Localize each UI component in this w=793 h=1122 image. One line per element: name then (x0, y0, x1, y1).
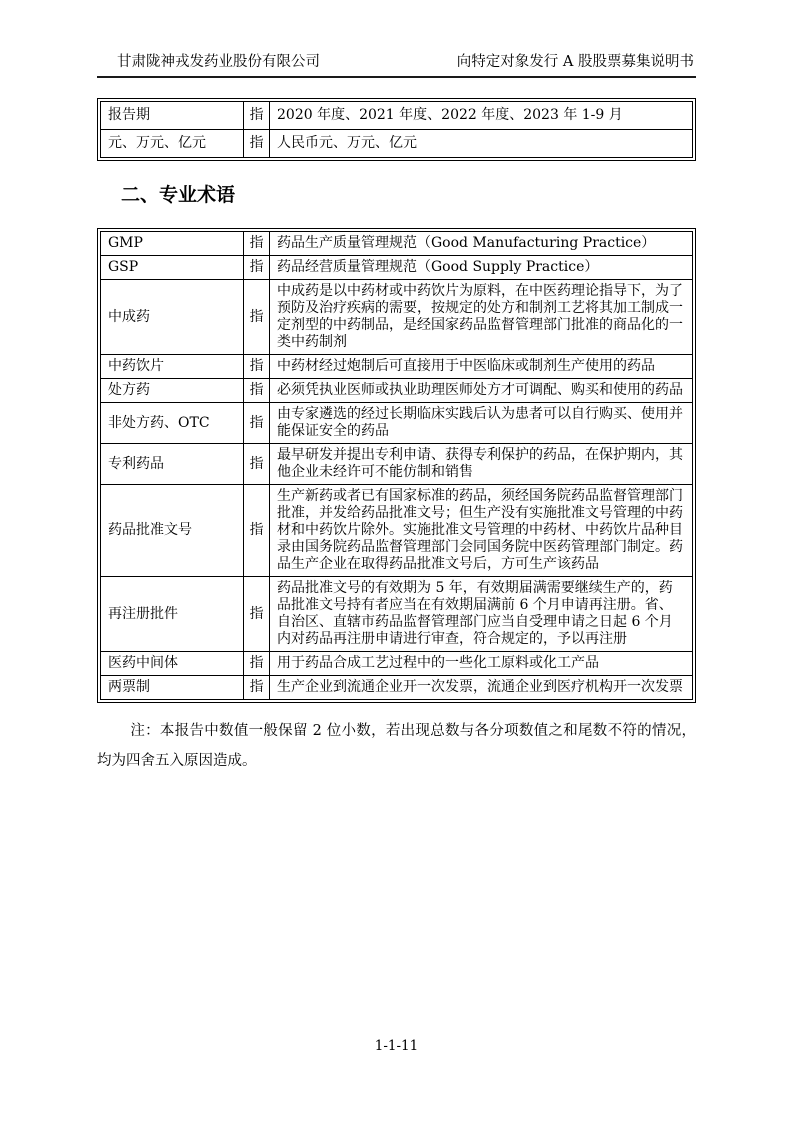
refers-to-cell: 指 (244, 444, 270, 485)
definition-row (101, 130, 692, 157)
term-cell: 处方药 (101, 379, 244, 403)
refers-to-cell: 指 (244, 130, 270, 157)
refers-to-cell: 指 (244, 355, 270, 379)
term-cell: GSP (101, 256, 244, 280)
definition-cell: 生产企业到流通企业开一次发票，流通企业到医疗机构开一次发票 (277, 679, 683, 695)
term-definition-row (101, 403, 692, 444)
definition-cell: 用于药品合成工艺过程中的一些化工原料或化工产品 (270, 652, 692, 676)
rounding-note: 注：本报告中数值一般保留 2 位小数，若出现总数与各分项数值之和尾数不符的情况，均为四舍五入原因造成。 (97, 723, 696, 769)
definition-cell: 中药材经过炮制后可直接用于中医临床或制剂生产使用的药品 (270, 355, 692, 379)
term-definition-row (101, 652, 692, 676)
term-definition-row (101, 676, 692, 699)
refers-to-cell: 指 (244, 232, 270, 256)
professional-terms-table (97, 228, 696, 703)
term-definition-row (101, 444, 692, 485)
term-definition-row (101, 232, 692, 256)
definition-cell: 2020 年度、2021 年度、2022 年度、2023 年 1-9 月 (270, 102, 692, 130)
header-document-title: 向特定对象发行 A 股股票募集说明书 (456, 54, 694, 70)
definition-cell: 药品批准文号的有效期为 5 年，有效期届满需要继续生产的，药品批准文号持有者应当在有效期届满前 6 个月申请再注册。省、自治区、直辖市药品监督管理部门应当自受理申请之日起 6 个月内对药品再注册申请进行审查，符合规定的，予以再注册 (270, 577, 692, 652)
term-definition-row (101, 355, 692, 379)
header-company-name: 甘肃陇神戎发药业股份有限公司 (117, 54, 320, 70)
term-definition-row (101, 280, 692, 355)
definition-row (101, 102, 692, 130)
refers-to-cell: 指 (244, 577, 270, 652)
term-cell: 专利药品 (101, 444, 244, 485)
term-cell: 报告期 (101, 102, 244, 130)
section-heading: 二、专业术语 (121, 184, 236, 206)
term-cell: 元、万元、亿元 (101, 130, 244, 157)
report-period-definitions-table (97, 98, 696, 161)
term-cell: 药品批准文号 (101, 485, 244, 577)
definition-cell: 必须凭执业医师或执业助理医师处方才可调配、购买和使用的药品 (270, 379, 692, 403)
term-cell: 中药饮片 (101, 355, 244, 379)
refers-to-cell: 指 (244, 379, 270, 403)
term-definition-row (101, 577, 692, 652)
refers-to-cell: 指 (244, 485, 270, 577)
term-cell: 非处方药、OTC (101, 403, 244, 444)
definition-cell: 人民币元、万元、亿元 (277, 135, 417, 151)
refers-to-cell: 指 (244, 403, 270, 444)
term-cell: 两票制 (101, 676, 244, 699)
refers-to-cell: 指 (244, 102, 270, 130)
term-cell: 医药中间体 (101, 652, 244, 676)
term-definition-row (101, 379, 692, 403)
term-cell: 中成药 (101, 280, 244, 355)
page-header (97, 53, 696, 78)
refers-to-cell: 指 (244, 280, 270, 355)
page-number: 1-1-11 (374, 1038, 419, 1054)
refers-to-cell: 指 (244, 256, 270, 280)
definition-cell: 最早研发并提出专利申请、获得专利保护的药品，在保护期内，其他企业未经许可不能仿制和销售 (270, 444, 692, 485)
term-definition-row (101, 256, 692, 280)
page-content (97, 0, 696, 776)
definition-cell: 由专家遴选的经过长期临床实践后认为患者可以自行购买、使用并能保证安全的药品 (270, 403, 692, 444)
term-definition-row (101, 485, 692, 577)
refers-to-cell: 指 (244, 652, 270, 676)
definition-cell: 药品经营质量管理规范（Good Supply Practice） (270, 256, 692, 280)
definition-cell: 生产新药或者已有国家标准的药品，须经国务院药品监督管理部门批准，并发给药品批准文号；但生产没有实施批准文号管理的中药材和中药饮片除外。实施批准文号管理的中药材、中药饮片品种目录由国务院药品监督管理部门会同国务院中医药管理部门制定。药品生产企业在取得药品批准文号后，方可生产该药品 (270, 485, 692, 577)
definition-cell: 中成药是以中药材或中药饮片为原料，在中医药理论指导下，为了预防及治疗疾病的需要，按规定的处方和制剂工艺将其加工制成一定剂型的中药制品，是经国家药品监督管理部门批准的商品化的一类中药制剂 (270, 280, 692, 355)
definition-cell: 药品生产质量管理规范（Good Manufacturing Practice） (270, 232, 692, 256)
term-cell: 再注册批件 (101, 577, 244, 652)
refers-to-cell: 指 (244, 676, 270, 699)
term-cell: GMP (101, 232, 244, 256)
